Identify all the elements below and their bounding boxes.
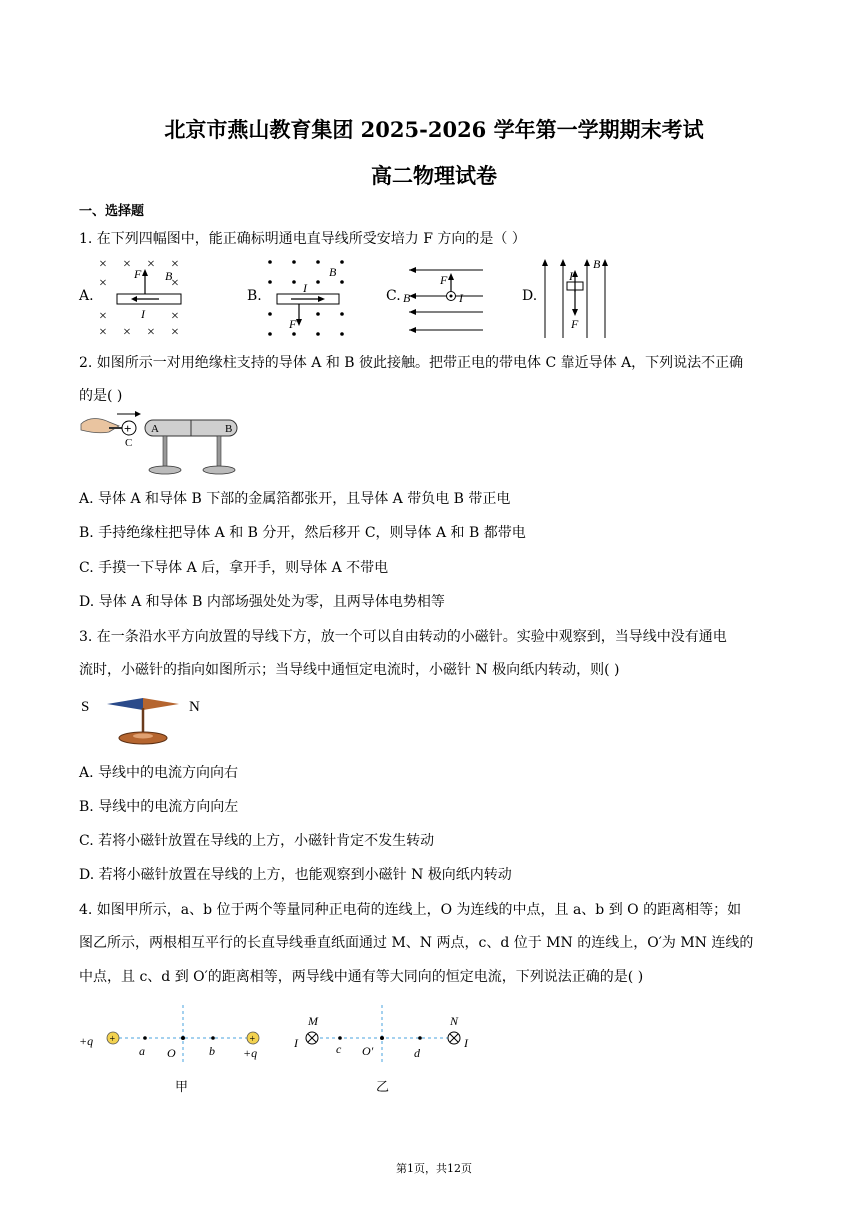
q1a-f-label: F xyxy=(134,267,142,281)
svg-text:×: × xyxy=(171,325,179,340)
section-heading: 一、选择题 xyxy=(79,204,145,219)
svg-text:×: × xyxy=(99,325,107,340)
q1a-i-label: I xyxy=(141,307,145,321)
jia-a-label: a xyxy=(139,1044,145,1058)
q3-option-d: D. 若将小磁针放置在导线的上方，也能观察到小磁针 N 极向纸内转动 xyxy=(79,867,512,883)
q2-option-b: B. 手持绝缘柱把导体 A 和 B 分开，然后移开 C，则导体 A 和 B 都带电 xyxy=(79,525,526,541)
q2-option-c: C. 手摸一下导体 A 后，拿开手，则导体 A 不带电 xyxy=(79,560,389,576)
yi-m-label: M xyxy=(308,1014,318,1028)
q1-option-b-label: B. xyxy=(247,288,262,304)
q1c-b-label: B xyxy=(403,291,411,305)
q1c-f-label: F xyxy=(440,273,448,287)
svg-text:×: × xyxy=(147,325,155,340)
q2-stem-line2: 的是( ) xyxy=(79,388,123,404)
svg-text:+: + xyxy=(249,1034,256,1045)
needle-n-half xyxy=(143,698,179,710)
q1-figure-d xyxy=(539,252,619,340)
q3-stem-line2: 流时，小磁针的指向如图所示；当导线中通恒定电流时，小磁针 N 极向纸内转动，则( ) xyxy=(79,662,620,678)
jia-right-charge-label: +q xyxy=(243,1046,258,1060)
q2-c-label: C xyxy=(125,437,133,449)
q4-figure-yi xyxy=(290,1005,490,1095)
q3-option-b: B. 导线中的电流方向向左 xyxy=(79,799,239,815)
svg-text:+: + xyxy=(124,421,132,436)
hand-icon xyxy=(81,419,119,433)
q3-figure xyxy=(79,690,239,750)
q1d-b-label: B xyxy=(593,257,601,271)
jia-o-label: O xyxy=(167,1046,176,1060)
q3-stem-line1: 3. 在一条沿水平方向放置的导线下方，放一个可以自由转动的小磁针。实验中观察到，当导线中没有通电 xyxy=(79,629,727,645)
q1a-b-label: B xyxy=(165,269,173,283)
q1-option-c-label: C. xyxy=(386,288,401,304)
jia-b-label: b xyxy=(209,1044,215,1058)
q1b-b-label: B xyxy=(329,265,337,279)
yi-c-label: c xyxy=(336,1042,342,1056)
q3-n-label: N xyxy=(189,699,200,715)
q2-a-label: A xyxy=(151,423,159,435)
q3-s-label: S xyxy=(81,699,90,715)
q3-option-a: A. 导线中的电流方向向右 xyxy=(79,765,239,781)
svg-text:×: × xyxy=(171,276,179,291)
svg-text:×: × xyxy=(123,257,131,272)
q1b-f-label: F xyxy=(289,317,297,331)
q2-stem-line1: 2. 如图所示一对用绝缘柱支持的导体 A 和 B 彼此接触。把带正电的带电体 C 靠近导体 A，下列说法不正确 xyxy=(79,355,744,371)
yi-i-left-label: I xyxy=(294,1036,298,1050)
q4-stem-line3: 中点，且 c、d 到 O′的距离相等，两导线中通有等大同向的恒定电流，下列说法正确的是( ) xyxy=(79,969,644,985)
q1d-i-label: I xyxy=(569,269,573,283)
q2-b-label: B xyxy=(225,423,233,435)
q1-figure-b xyxy=(263,252,363,340)
svg-text:×: × xyxy=(123,325,131,340)
svg-text:×: × xyxy=(99,276,107,291)
q1b-i-label: I xyxy=(303,281,307,295)
q4-figure-jia xyxy=(79,1005,279,1095)
q4-stem-line1: 4. 如图甲所示，a、b 位于两个等量同种正电荷的连线上，O 为连线的中点，且 a、b 到 O 的距离相等；如 xyxy=(79,902,742,918)
q4-stem-line2: 图乙所示，两根相互平行的长直导线垂直纸面通过 M、N 两点，c、d 位于 MN 的连线上，O′为 MN 连线的 xyxy=(79,935,754,951)
needle-s-half xyxy=(107,698,143,710)
svg-text:+: + xyxy=(109,1034,116,1045)
q1-figure-a xyxy=(95,252,205,340)
svg-text:×: × xyxy=(171,257,179,272)
jia-left-charge-label: +q xyxy=(79,1034,94,1048)
q2-figure xyxy=(79,410,249,480)
wire-m-icon xyxy=(306,1032,318,1044)
exam-subtitle: 高二物理试卷 xyxy=(371,163,497,188)
q2-option-a: A. 导体 A 和导体 B 下部的金属箔都张开，且导体 A 带负电 B 带正电 xyxy=(79,491,511,507)
q1-figures xyxy=(79,252,779,340)
q1-option-a-label: A. xyxy=(79,288,94,304)
svg-text:×: × xyxy=(99,309,107,324)
svg-text:×: × xyxy=(99,257,107,272)
q1-option-d-label: D. xyxy=(522,288,538,304)
exam-title: 北京市燕山教育集团 2025-2026 学年第一学期期末考试 xyxy=(164,117,704,142)
q2-option-d: D. 导体 A 和导体 B 内部场强处处为零，且两导体电势相等 xyxy=(79,594,445,610)
yi-i-right-label: I xyxy=(464,1036,468,1050)
yi-o2-label: O′ xyxy=(362,1044,374,1058)
jia-caption: 甲 xyxy=(175,1079,189,1094)
wire-n-icon xyxy=(448,1032,460,1044)
q1-stem: 1. 在下列四幅图中，能正确标明通电直导线所受安培力 F 方向的是（ ） xyxy=(79,231,526,247)
q1d-f-label: F xyxy=(571,317,579,331)
q1c-i-label: I xyxy=(459,291,463,305)
svg-text:×: × xyxy=(171,309,179,324)
yi-d-label: d xyxy=(414,1046,420,1060)
svg-text:×: × xyxy=(147,257,155,272)
q3-option-c: C. 若将小磁针放置在导线的上方，小磁针肯定不发生转动 xyxy=(79,833,435,849)
page-footer: 第1页，共12页 xyxy=(396,1162,472,1175)
yi-n-label: N xyxy=(450,1014,459,1028)
yi-caption: 乙 xyxy=(376,1079,390,1094)
q1-figure-c xyxy=(403,252,493,340)
